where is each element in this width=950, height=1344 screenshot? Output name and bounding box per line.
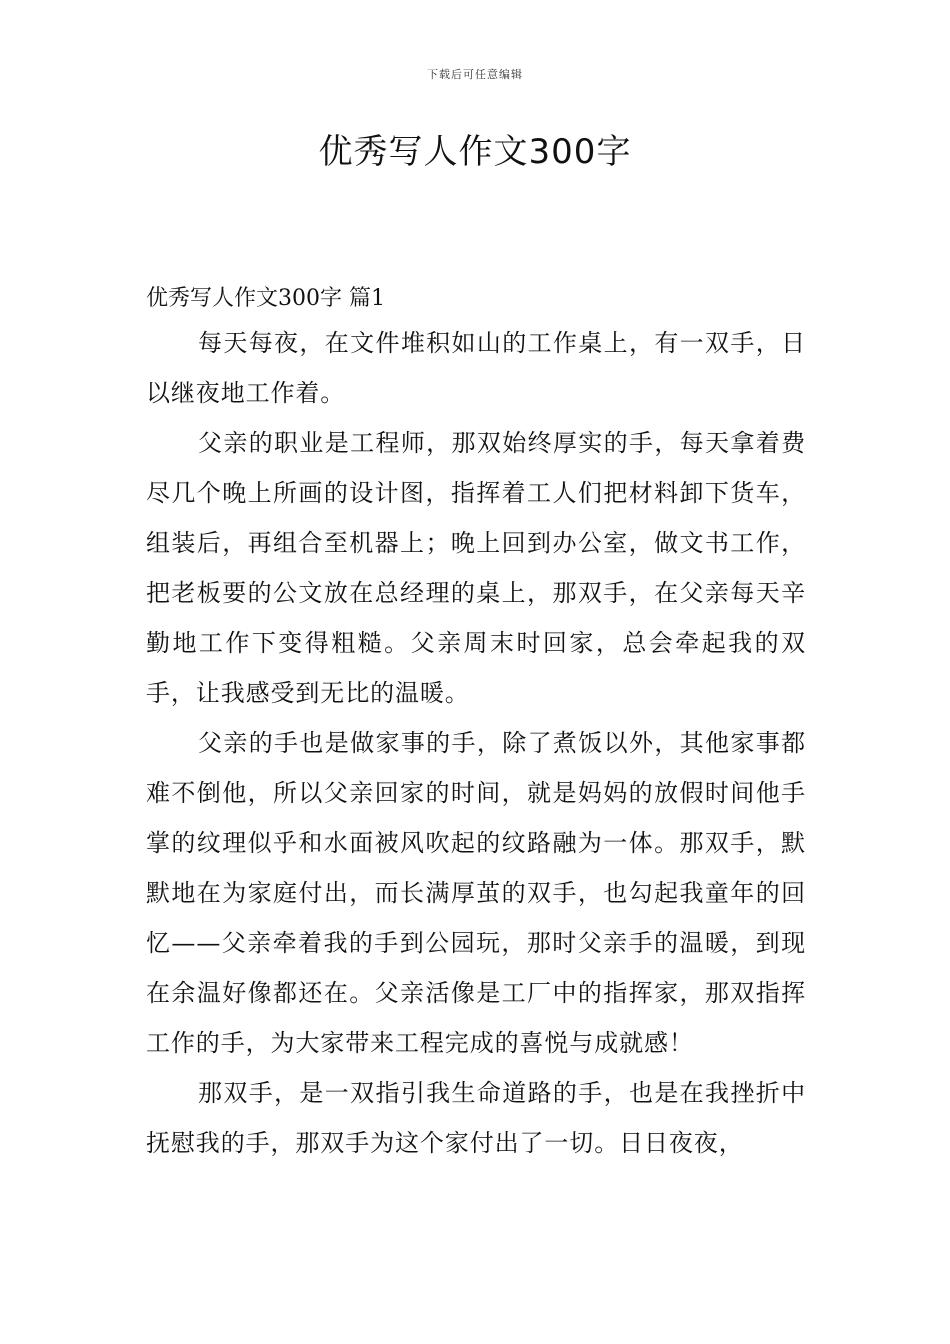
- section-heading: 优秀写人作文300字 篇1: [146, 286, 385, 311]
- document-title: 优秀写人作文300字: [318, 132, 632, 172]
- document-body: [146, 280, 806, 1168]
- paragraph-4: 那双手，是一双指引我生命道路的手，也是在我挫折中抚慰我的手，那双手为这个家付出了一切。日日夜夜，: [146, 1079, 806, 1157]
- header-note: 下载后可任意编辑: [427, 68, 523, 81]
- paragraph-1: 每天每夜，在文件堆积如山的工作桌上，有一双手，日以继夜地工作着。: [146, 329, 806, 407]
- paragraph-2: 父亲的职业是工程师，那双始终厚实的手，每天拿着费尽几个晚上所画的设计图，指挥着工人们把材料卸下货车，组装后，再组合至机器上；晚上回到办公室，做文书工作，把老板要的公文放在总经理的桌上，那双手，在父亲每天辛勤地工作下变得粗糙。父亲周末时回家，总会牵起我的双手，让我感受到无比的温暖。: [146, 429, 806, 707]
- paragraph-3: 父亲的手也是做家事的手，除了煮饭以外，其他家事都难不倒他，所以父亲回家的时间，就是妈妈的放假时间他手掌的纹理似乎和水面被风吹起的纹路融为一体。那双手，默默地在为家庭付出，而长满厚茧的双手，也勾起我童年的回忆——父亲牵着我的手到公园玩，那时父亲手的温暖，到现在余温好像都还在。父亲活像是工厂中的指挥家，那双指挥工作的手，为大家带来工程完成的喜悦与成就感！: [146, 729, 806, 1057]
